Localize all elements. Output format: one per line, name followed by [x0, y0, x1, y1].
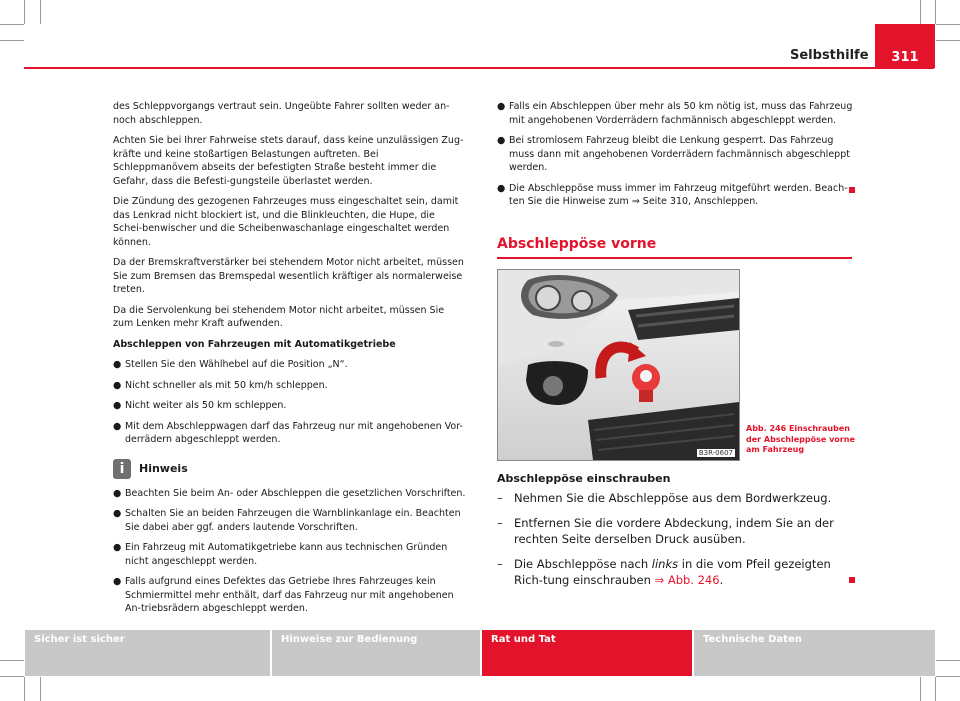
page-number: 311: [891, 50, 919, 65]
list-item: ● Schalten Sie an beiden Fahrzeugen die Warnblinkanlage ein. Beachten Sie dabei aber ggf. anders lautende Vorschriften.: [113, 508, 461, 533]
list-item: ● Falls ein Abschleppen über mehr als 50 km nötig ist, muss das Fahrzeug mit angehobenen Vorderrädern fachmännisch abgeschleppt werden.: [497, 101, 853, 126]
figure-code: B3R-0607: [698, 449, 733, 457]
bullet-icon: ●: [113, 400, 122, 411]
bullet-icon: ●: [497, 182, 506, 194]
crop-mark: [40, 0, 41, 24]
paragraph: Achten Sie bei Ihrer Fahrweise stets darauf, dass keine unzulässigen Zug-kräfte und keine stoßartigen Belastungen auftreten. Bei Schleppmanövem abseits der befestigten Straße besteht immer die Gefahr, dass die Befesti-gungsteile überlastet werden.: [113, 135, 464, 187]
section-heading: Abschleppöse vorne: [497, 236, 657, 252]
bullet-icon: ●: [113, 420, 122, 432]
crop-mark: [920, 677, 921, 701]
crop-mark: [920, 0, 921, 24]
list-item: ● Ein Fahrzeug mit Automatikgetriebe kann aus technischen Gründen nicht angeschleppt werden.: [113, 542, 448, 567]
bullet-icon: ●: [113, 508, 122, 519]
crop-mark: [0, 676, 24, 677]
end-marker-icon: [849, 577, 855, 583]
hint-heading: [113, 459, 466, 479]
list-item: ● Stellen Sie den Wählhebel auf die Position „N“.: [113, 359, 348, 370]
crop-mark: [935, 0, 936, 24]
info-icon: i: [113, 459, 131, 479]
section-heading-rule: [497, 257, 852, 259]
crop-mark: [935, 677, 936, 701]
crop-mark: [936, 676, 960, 677]
paragraph: Die Zündung des gezogenen Fahrzeuges muss eingeschaltet sein, damit das Lenkrad nicht blockiert ist, und die Blinkleuchten, die Hupe, die Schei-benwischer und die Scheibenwaschanlage eingeschaltet werden können.: [113, 196, 459, 248]
footer-tab-operation[interactable]: Hinweise zur Bedienung: [272, 630, 480, 676]
crop-mark: [24, 0, 25, 24]
section-title: Selbsthilfe: [790, 48, 869, 63]
crop-mark: [0, 24, 24, 25]
subheading: Abschleppen von Fahrzeugen mit Automatikgetriebe: [113, 338, 396, 350]
footer-tab-technical[interactable]: Technische Daten: [694, 630, 935, 676]
steps-list: [497, 490, 857, 597]
footer-tab-advice[interactable]: Rat und Tat: [482, 630, 692, 676]
step-item: – Die Abschleppöse nach links in die vom Pfeil gezeigten Rich-tung einschrauben ⇒ Abb. 246.: [497, 557, 831, 587]
left-column: [113, 100, 466, 623]
end-marker-icon: [849, 187, 855, 193]
crop-mark: [936, 24, 960, 25]
crop-mark: [0, 40, 24, 41]
step-item: – Entfernen Sie die vordere Abdeckung, indem Sie an der rechten Seite derselben Druck ausüben.: [497, 516, 834, 546]
paragraph: Da der Bremskraftverstärker bei stehendem Motor nicht arbeitet, müssen Sie zum Bremsen das Bremspedal wesentlich kräftiger als normalerweise treten.: [113, 257, 464, 295]
list-item: ● Bei stromlosem Fahrzeug bleibt die Lenkung gesperrt. Das Fahrzeug muss dann mit angehobenen Vorderrädern fachmännisch abgeschleppt werden.: [497, 135, 850, 173]
page-number-tab: [875, 24, 935, 68]
crop-mark: [24, 677, 25, 701]
figure-link[interactable]: ⇒ Abb. 246: [654, 573, 720, 587]
figure-caption: Abb. 246 Einschrauben der Abschleppöse vorne am Fahrzeug: [746, 424, 855, 454]
crop-mark: [0, 660, 24, 661]
crop-mark: [40, 677, 41, 701]
step-item: – Nehmen Sie die Abschleppöse aus dem Bordwerkzeug.: [497, 491, 832, 505]
list-item: ● Nicht weiter als 50 km schleppen.: [113, 400, 287, 411]
crop-mark: [936, 660, 960, 661]
hint-title: Hinweis: [139, 461, 188, 475]
figure-image: [497, 269, 740, 461]
crop-mark: [936, 40, 960, 41]
bullet-icon: ●: [497, 135, 506, 146]
list-item: ● Die Abschleppöse muss immer im Fahrzeug mitgeführt werden. Beach-ten Sie die Hinweise zum ⇒ Seite 310, Anschleppen.: [497, 182, 848, 207]
bullet-icon: ●: [113, 576, 122, 587]
footer-tab-safety[interactable]: Sicher ist sicher: [25, 630, 270, 676]
bullet-icon: ●: [113, 487, 122, 499]
list-item: ● Nicht schneller als mit 50 km/h schleppen.: [113, 379, 328, 391]
bullet-icon: ●: [497, 101, 506, 112]
paragraph: des Schleppvorgangs vertraut sein. Ungeübte Fahrer sollten weder an- noch abschleppen.: [113, 101, 450, 126]
list-item: ● Falls aufgrund eines Defektes das Getriebe Ihres Fahrzeuges kein Schmiermittel mehr enthält, darf das Fahrzeug nur mit angehobenen An-triebsrädern abgeschleppt werden.: [113, 576, 454, 614]
bullet-icon: ●: [113, 379, 122, 391]
steps-heading: Abschleppöse einschrauben: [497, 472, 671, 485]
bullet-icon: ●: [113, 359, 122, 370]
car-front-illustration: [498, 270, 739, 460]
bullet-icon: ●: [113, 542, 122, 553]
paragraph: Da die Servolenkung bei stehendem Motor nicht arbeitet, müssen Sie zum Lenken mehr Kraft aufwenden.: [113, 304, 445, 329]
list-item: ● Beachten Sie beim An- oder Abschleppen die gesetzlichen Vorschriften.: [113, 487, 466, 499]
header-rule: [24, 67, 934, 69]
list-item: ● Mit dem Abschleppwagen darf das Fahrzeug nur mit angehobenen Vor-derrädern abgeschleppt werden.: [113, 420, 463, 445]
right-column: [497, 100, 855, 216]
